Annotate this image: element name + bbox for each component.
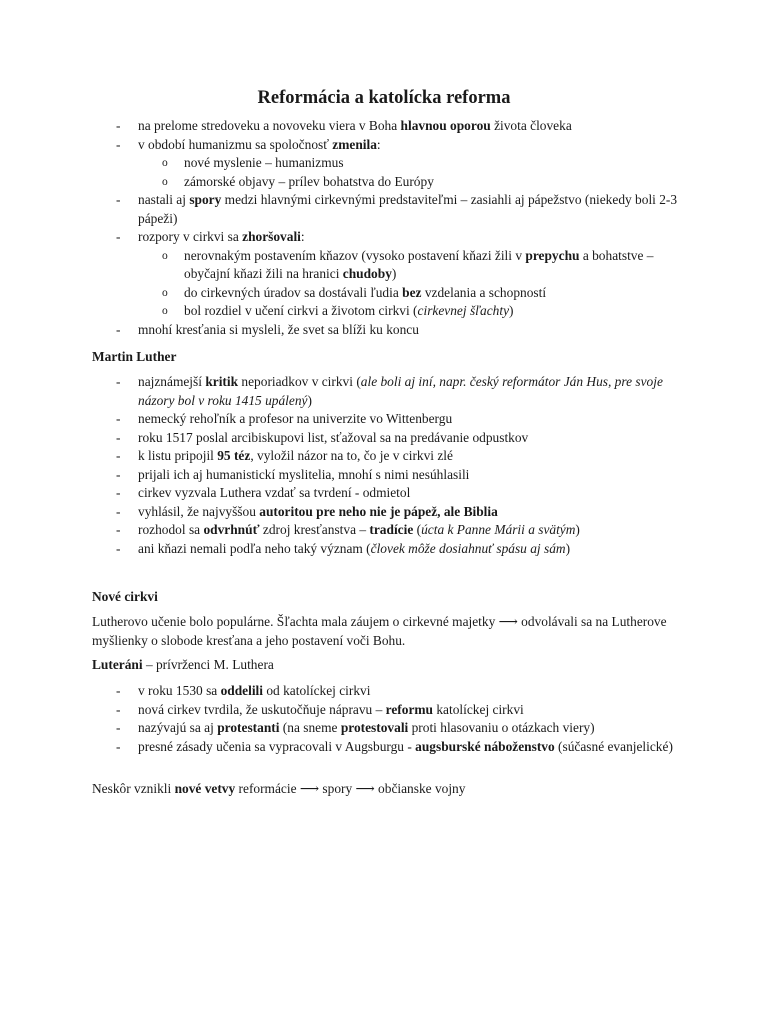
paragraph-nove-vetvy <box>92 780 682 799</box>
text-run: ) <box>575 522 580 537</box>
text-run: mnohí kresťania si mysleli, že svet sa blíži ku koncu <box>138 321 419 337</box>
text-run: nerovnakým postavením kňazov (vysoko postavení kňazi žili v <box>184 247 526 263</box>
text-run: v roku 1530 sa <box>138 683 221 698</box>
list-item-text <box>138 738 678 757</box>
heading-martin-luther: Martin Luther <box>92 349 177 364</box>
list-item-text <box>138 191 678 228</box>
heading-nove-cirkvi: Nové cirkvi <box>92 589 158 604</box>
list-item-text <box>184 247 678 284</box>
list-item <box>0 447 768 466</box>
text-run: katolíckej cirkvi <box>433 701 524 717</box>
circle-bullet: o <box>162 175 168 188</box>
list-item <box>0 521 768 540</box>
dash-bullet: - <box>116 701 121 717</box>
list-item-text <box>138 410 678 429</box>
list-item <box>0 503 768 522</box>
text-run: nazývajú sa aj <box>138 720 218 735</box>
reformation-causes-list <box>0 117 768 339</box>
list-item <box>0 540 768 559</box>
bold-text: odvrhnúť <box>203 522 260 537</box>
dash-bullet: - <box>116 522 121 537</box>
text-run: k listu pripojil <box>138 448 218 463</box>
text-run: nemecký rehoľník a profesor na univerzite vo Wittenbergu <box>138 411 453 426</box>
dash-bullet: - <box>116 720 121 735</box>
text-run: medzi hlavnými cirkevnými predstaviteľmi – zasiahli aj pápežstvo (niekedy boli 2-3 pápeži) <box>138 192 678 226</box>
dash-bullet: - <box>116 229 121 244</box>
list-item-text <box>138 228 678 247</box>
italic-text: ale boli aj iní, napr. český reformátor Ján Hus, pre svoje názory bol v roku 1415 upálený <box>138 374 663 408</box>
bold-text: zhoršovali <box>242 229 301 244</box>
circle-bullet: o <box>162 305 168 317</box>
italic-text: úcta k Panne Márii a svätým <box>421 522 576 537</box>
text-run: neporiadkov v cirkvi ( <box>238 374 361 389</box>
dash-bullet: - <box>116 540 121 556</box>
list-item <box>0 466 768 485</box>
list-item <box>0 682 768 701</box>
text-run: (na sneme <box>279 720 341 735</box>
text-run: : <box>376 136 381 152</box>
paragraph-luterani <box>92 656 682 675</box>
list-item-text <box>138 503 678 522</box>
bold-text: prepychu <box>525 247 580 263</box>
bold-text: augsburské náboženstvo <box>415 738 555 754</box>
bold-text: 95 téz <box>217 448 251 463</box>
list-item-text <box>138 701 678 720</box>
text-run: rozhodol sa <box>138 522 204 537</box>
circle-bullet: o <box>162 286 168 299</box>
list-item-text <box>138 682 678 701</box>
list-item <box>0 321 768 340</box>
list-item-text <box>138 719 678 738</box>
page-title: Reformácia a katolícka reforma <box>257 88 511 108</box>
text-run: ) <box>307 392 312 408</box>
dash-bullet: - <box>116 192 121 207</box>
dash-bullet: - <box>116 411 121 426</box>
list-item-text <box>184 154 678 173</box>
list-item <box>0 719 768 738</box>
bold-text: protestanti <box>217 720 280 735</box>
list-item <box>0 191 768 228</box>
text-run: nové myslenie – humanizmus <box>184 155 344 170</box>
paragraph-nove-cirkvi: Lutherovo učenie bolo populárne. Šľachta mala záujem o cirkevné majetky ⟶ odvolávali sa na Lutherove myšlienky o slobode kresťana a jeho postavení voči Bohu. <box>92 614 667 648</box>
text-run: zámorské objavy – prílev bohatstva do Európy <box>184 173 434 189</box>
bold-text: oddelili <box>220 683 263 698</box>
sub-list-item <box>0 173 768 192</box>
list-item <box>0 228 768 247</box>
text-run: Neskôr vznikli <box>92 781 175 796</box>
text-run: ) <box>565 540 571 556</box>
bold-text: kritik <box>205 374 239 389</box>
list-item <box>0 738 768 757</box>
list-item <box>0 484 768 503</box>
list-item-text <box>138 466 678 485</box>
list-item-text <box>138 117 678 136</box>
italic-text: cirkevnej šľachty <box>417 303 510 318</box>
text-run: ani kňazi nemali podľa neho taký význam ( <box>138 540 371 556</box>
dash-bullet: - <box>116 321 121 337</box>
list-item-text <box>184 173 678 192</box>
bold-text: Luteráni <box>92 657 143 672</box>
bold-text: reformu <box>385 701 434 717</box>
list-item-text <box>138 521 678 540</box>
text-run: na prelome stredoveku a novoveku viera v Boha <box>138 118 401 133</box>
sub-list-item <box>0 302 768 321</box>
sub-list-item <box>0 154 768 173</box>
text-run: (súčasné evanjelické) <box>554 738 673 754</box>
bold-text: bez <box>402 284 422 300</box>
bold-text: spory <box>189 192 222 207</box>
list-item-text <box>138 373 678 410</box>
circle-bullet: o <box>162 249 168 262</box>
dash-bullet: - <box>116 118 121 133</box>
list-item-text <box>184 284 678 303</box>
list-item-text <box>138 447 678 466</box>
dash-bullet: - <box>116 503 121 519</box>
list-item-text <box>138 429 678 448</box>
text-run: a bohatstve – obyčajní kňazi žili na hranici <box>184 247 654 281</box>
list-item <box>0 701 768 720</box>
sub-list-item <box>0 284 768 303</box>
bold-text: hlavnou oporou <box>400 118 491 133</box>
luterani-list <box>0 682 768 756</box>
text-run: ) <box>391 266 397 281</box>
dash-bullet: - <box>116 136 121 152</box>
list-item <box>0 410 768 429</box>
text-run: , vyložil názor na to, čo je v cirkvi zlé <box>250 448 453 463</box>
text-run: prijali ich aj humanistickí myslitelia, mnohí s nimi nesúhlasili <box>138 466 470 482</box>
list-item-text <box>184 302 678 321</box>
text-run: : <box>300 229 305 244</box>
text-run: vzdelania a schopností <box>421 284 547 300</box>
dash-bullet: - <box>116 738 121 754</box>
list-item <box>0 429 768 448</box>
text-run: nová cirkev tvrdila, že uskutočňuje nápravu – <box>138 701 386 717</box>
text-run: od katolíckej cirkvi <box>263 683 371 698</box>
bold-text: autoritou pre neho nie je pápež, ale Biblia <box>259 503 498 519</box>
text-run: najznámejší <box>138 374 206 389</box>
dash-bullet: - <box>116 485 121 500</box>
sub-list-item <box>0 247 768 284</box>
dash-bullet: - <box>116 683 121 698</box>
bold-text: chudoby <box>342 266 392 281</box>
text-run: proti hlasovaniu o otázkach viery) <box>408 720 595 735</box>
list-item <box>0 117 768 136</box>
list-item <box>0 136 768 155</box>
text-run: ) <box>509 303 514 318</box>
text-run: cirkev vyzvala Luthera vzdať sa tvrdení - odmietol <box>138 485 411 500</box>
bold-text: protestovali <box>340 720 409 735</box>
list-item-text <box>138 484 678 503</box>
text-run: reformácie ⟶ spory ⟶ občianske vojny <box>235 781 466 796</box>
text-run: v období humanizmu sa spoločnosť <box>138 136 333 152</box>
text-run: nastali aj <box>138 192 190 207</box>
text-run: vyhlásil, že najvyššou <box>138 503 260 519</box>
list-item-text <box>138 136 678 155</box>
text-run: ( <box>413 522 422 537</box>
text-run: roku 1517 poslal arcibiskupovi list, sťažoval sa na predávanie odpustkov <box>138 429 529 445</box>
list-item-text <box>138 540 678 559</box>
text-run: presné zásady učenia sa vypracovali v Augsburgu - <box>138 738 416 754</box>
text-run: – prívrženci M. Luthera <box>142 657 274 672</box>
list-item <box>0 373 768 410</box>
italic-text: človek môže dosiahnuť spásu aj sám <box>370 540 566 556</box>
bold-text: tradície <box>369 522 414 537</box>
text-run: do cirkevných úradov sa dostávali ľudia <box>184 284 403 300</box>
bold-text: zmenila <box>332 136 377 152</box>
list-item-text <box>138 321 678 340</box>
martin-luther-list <box>0 373 768 558</box>
text-run: zdroj kresťanstva – <box>259 522 370 537</box>
text-run: bol rozdiel v učení cirkvi a životom cirkvi ( <box>184 303 418 318</box>
dash-bullet: - <box>116 429 121 445</box>
text-run: rozpory v cirkvi sa <box>138 229 243 244</box>
dash-bullet: - <box>116 448 121 463</box>
text-run: života človeka <box>490 118 572 133</box>
dash-bullet: - <box>116 466 121 482</box>
dash-bullet: - <box>116 374 121 389</box>
bold-text: nové vetvy <box>174 781 236 796</box>
circle-bullet: o <box>162 157 168 169</box>
